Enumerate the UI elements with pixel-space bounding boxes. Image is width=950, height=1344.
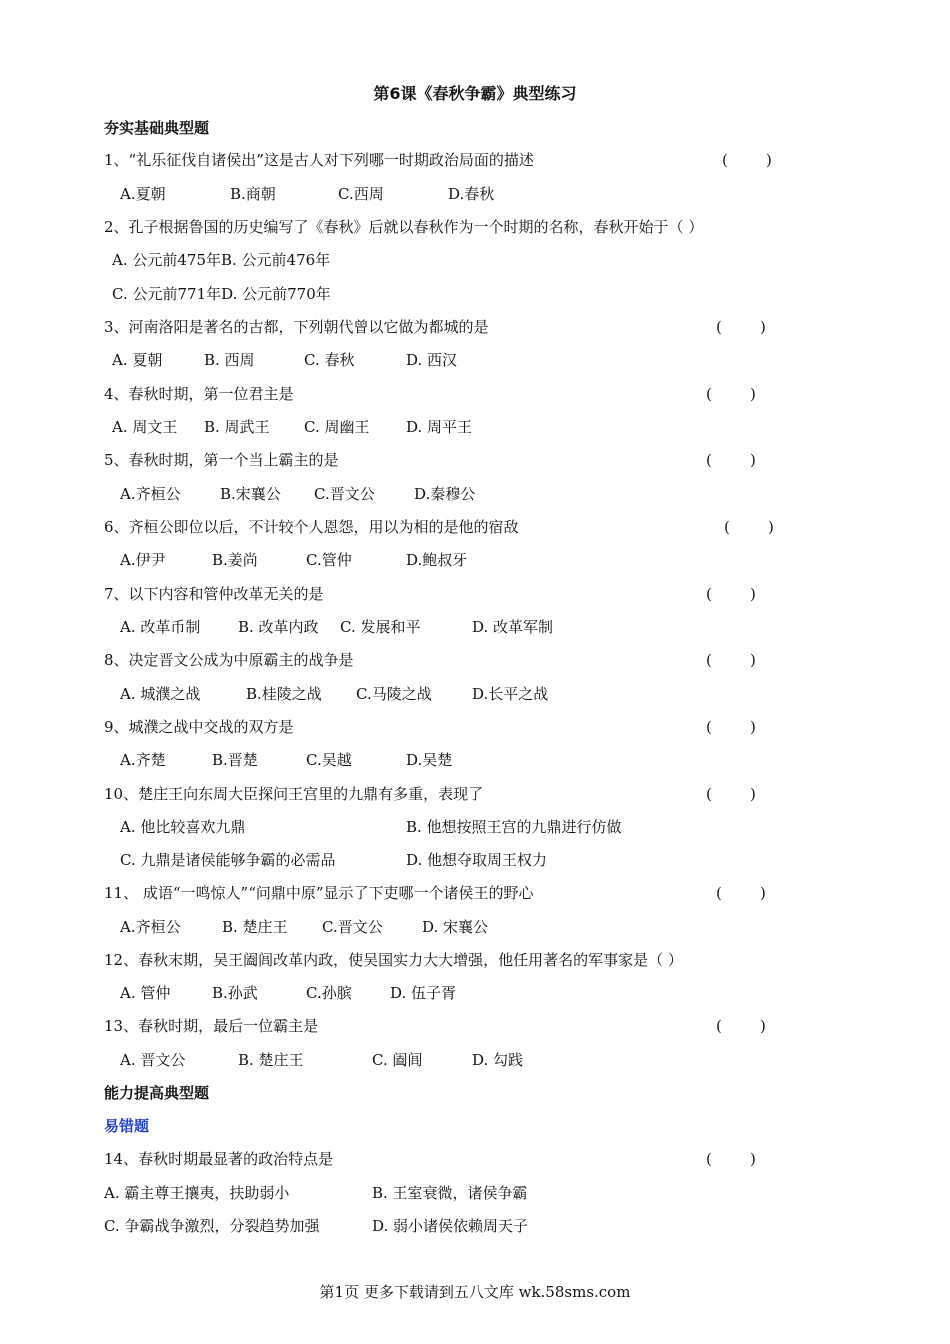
- q11-option-b: B. 楚庄王: [222, 918, 288, 936]
- question-8-stem: 8、决定晋文公成为中原霸主的战争是: [104, 651, 354, 669]
- q3-option-a: A. 夏朝: [112, 351, 163, 369]
- question-7-stem: 7、以下内容和管仲改革无关的是: [104, 585, 324, 603]
- q9-option-a: A.齐楚: [120, 751, 166, 769]
- q10-option-d: D. 他想夺取周王权力: [406, 851, 548, 869]
- q11-option-a: A.齐桓公: [120, 918, 181, 936]
- q10-option-c: C. 九鼎是诸侯能够争霸的必需品: [120, 851, 336, 869]
- q11-option-c: C.晋文公: [322, 918, 383, 936]
- q7-option-c: C. 发展和平: [340, 618, 421, 636]
- q4-option-b: B. 周武王: [204, 418, 270, 436]
- question-12-stem: 12、春秋末期，吴王阖闾改革内政，使吴国实力大大增强，他任用著名的军事家是（ ）: [104, 951, 683, 969]
- section-heading-advanced: 能力提高典型题: [104, 1084, 210, 1102]
- page-footer: 第1页 更多下载请到五八文库 wk.58sms.com: [319, 1283, 631, 1301]
- question-2-stem: 2、孔子根据鲁国的历史编写了《春秋》后就以春秋作为一个时期的名称，春秋开始于（ ）: [104, 218, 704, 236]
- answer-blank-11: ( ): [716, 884, 766, 902]
- q5-option-d: D.秦穆公: [414, 485, 476, 503]
- q6-option-c: C.管仲: [306, 551, 352, 569]
- q13-option-c: C. 阖闾: [372, 1051, 423, 1069]
- q12-option-d: D. 伍子胥: [390, 984, 457, 1002]
- q2-options-line-1: A. 公元前475年B. 公元前476年: [112, 251, 331, 269]
- question-10-stem: 10、楚庄王向东周大臣探问王宫里的九鼎有多重，表现了: [104, 785, 484, 803]
- q6-option-d: D.鲍叔牙: [406, 551, 468, 569]
- q1-option-a: A.夏朝: [120, 185, 166, 203]
- answer-blank-3: ( ): [716, 318, 766, 336]
- q5-option-a: A.齐桓公: [120, 485, 181, 503]
- question-3-stem: 3、河南洛阳是著名的古都，下列朝代曾以它做为都城的是: [104, 318, 489, 336]
- answer-blank-1: ( ): [722, 151, 772, 169]
- q9-option-b: B.晋楚: [212, 751, 258, 769]
- q6-option-a: A.伊尹: [120, 551, 166, 569]
- q4-option-d: D. 周平王: [406, 418, 473, 436]
- q12-option-b: B.孙武: [212, 984, 258, 1002]
- answer-blank-6: ( ): [724, 518, 774, 536]
- q14-option-b: B. 王室衰微，诸侯争霸: [372, 1184, 528, 1202]
- q6-option-b: B.姜尚: [212, 551, 258, 569]
- q8-option-a: A. 城濮之战: [120, 685, 201, 703]
- question-14-stem: 14、春秋时期最显著的政治特点是: [104, 1150, 334, 1168]
- question-13-stem: 13、春秋时期，最后一位霸主是: [104, 1017, 319, 1035]
- answer-blank-9: ( ): [706, 718, 756, 736]
- q3-option-c: C. 春秋: [304, 351, 355, 369]
- section-heading-error-prone: 易错题: [104, 1117, 150, 1135]
- answer-blank-7: ( ): [706, 585, 756, 603]
- question-9-stem: 9、城濮之战中交战的双方是: [104, 718, 294, 736]
- q9-option-d: D.吴楚: [406, 751, 453, 769]
- section-heading-basic: 夯实基础典型题: [104, 119, 210, 137]
- q10-option-b: B. 他想按照王宫的九鼎进行仿做: [406, 818, 622, 836]
- question-11-stem: 11、 成语“一鸣惊人”“问鼎中原”显示了下吏哪一个诸侯王的野心: [104, 884, 534, 902]
- q12-option-c: C.孙膑: [306, 984, 352, 1002]
- question-4-stem: 4、春秋时期，第一位君主是: [104, 385, 294, 403]
- q2-options-line-2: C. 公元前771年D. 公元前770年: [112, 285, 331, 303]
- question-6-stem: 6、齐桓公即位以后，不计较个人恩怨，用以为相的是他的宿敌: [104, 518, 519, 536]
- answer-blank-14: ( ): [706, 1150, 756, 1168]
- q4-option-a: A. 周文王: [112, 418, 178, 436]
- q9-option-c: C.吴越: [306, 751, 352, 769]
- q14-option-c: C. 争霸战争激烈，分裂趋势加强: [104, 1217, 320, 1235]
- q7-option-b: B. 改革内政: [238, 618, 319, 636]
- answer-blank-8: ( ): [706, 651, 756, 669]
- q3-option-d: D. 西汉: [406, 351, 458, 369]
- q7-option-a: A. 改革币制: [120, 618, 201, 636]
- answer-blank-10: ( ): [706, 785, 756, 803]
- q4-option-c: C. 周幽王: [304, 418, 370, 436]
- q8-option-b: B.桂陵之战: [246, 685, 322, 703]
- q13-option-b: B. 楚庄王: [238, 1051, 304, 1069]
- answer-blank-5: ( ): [706, 451, 756, 469]
- q14-option-d: D. 弱小诸侯依赖周天子: [372, 1217, 529, 1235]
- q13-option-a: A. 晋文公: [120, 1051, 186, 1069]
- page-title: 第6课《春秋争霸》典型练习: [373, 84, 577, 103]
- answer-blank-4: ( ): [706, 385, 756, 403]
- q1-option-c: C.西周: [338, 185, 384, 203]
- q8-option-d: D.长平之战: [472, 685, 549, 703]
- q13-option-d: D. 勾践: [472, 1051, 524, 1069]
- q11-option-d: D. 宋襄公: [422, 918, 489, 936]
- q10-option-a: A. 他比较喜欢九鼎: [120, 818, 246, 836]
- question-5-stem: 5、春秋时期，第一个当上霸主的是: [104, 451, 339, 469]
- q1-option-d: D.春秋: [448, 185, 495, 203]
- q1-option-b: B.商朝: [230, 185, 276, 203]
- q5-option-c: C.晋文公: [314, 485, 375, 503]
- q3-option-b: B. 西周: [204, 351, 255, 369]
- q5-option-b: B.宋襄公: [220, 485, 281, 503]
- q14-option-a: A. 霸主尊王攘夷，扶助弱小: [104, 1184, 290, 1202]
- question-1-stem: 1、“礼乐征伐自诸侯出”这是古人对下列哪一时期政治局面的描述: [104, 151, 534, 169]
- q8-option-c: C.马陵之战: [356, 685, 432, 703]
- q12-option-a: A. 管仲: [120, 984, 171, 1002]
- q7-option-d: D. 改革军制: [472, 618, 554, 636]
- answer-blank-13: ( ): [716, 1017, 766, 1035]
